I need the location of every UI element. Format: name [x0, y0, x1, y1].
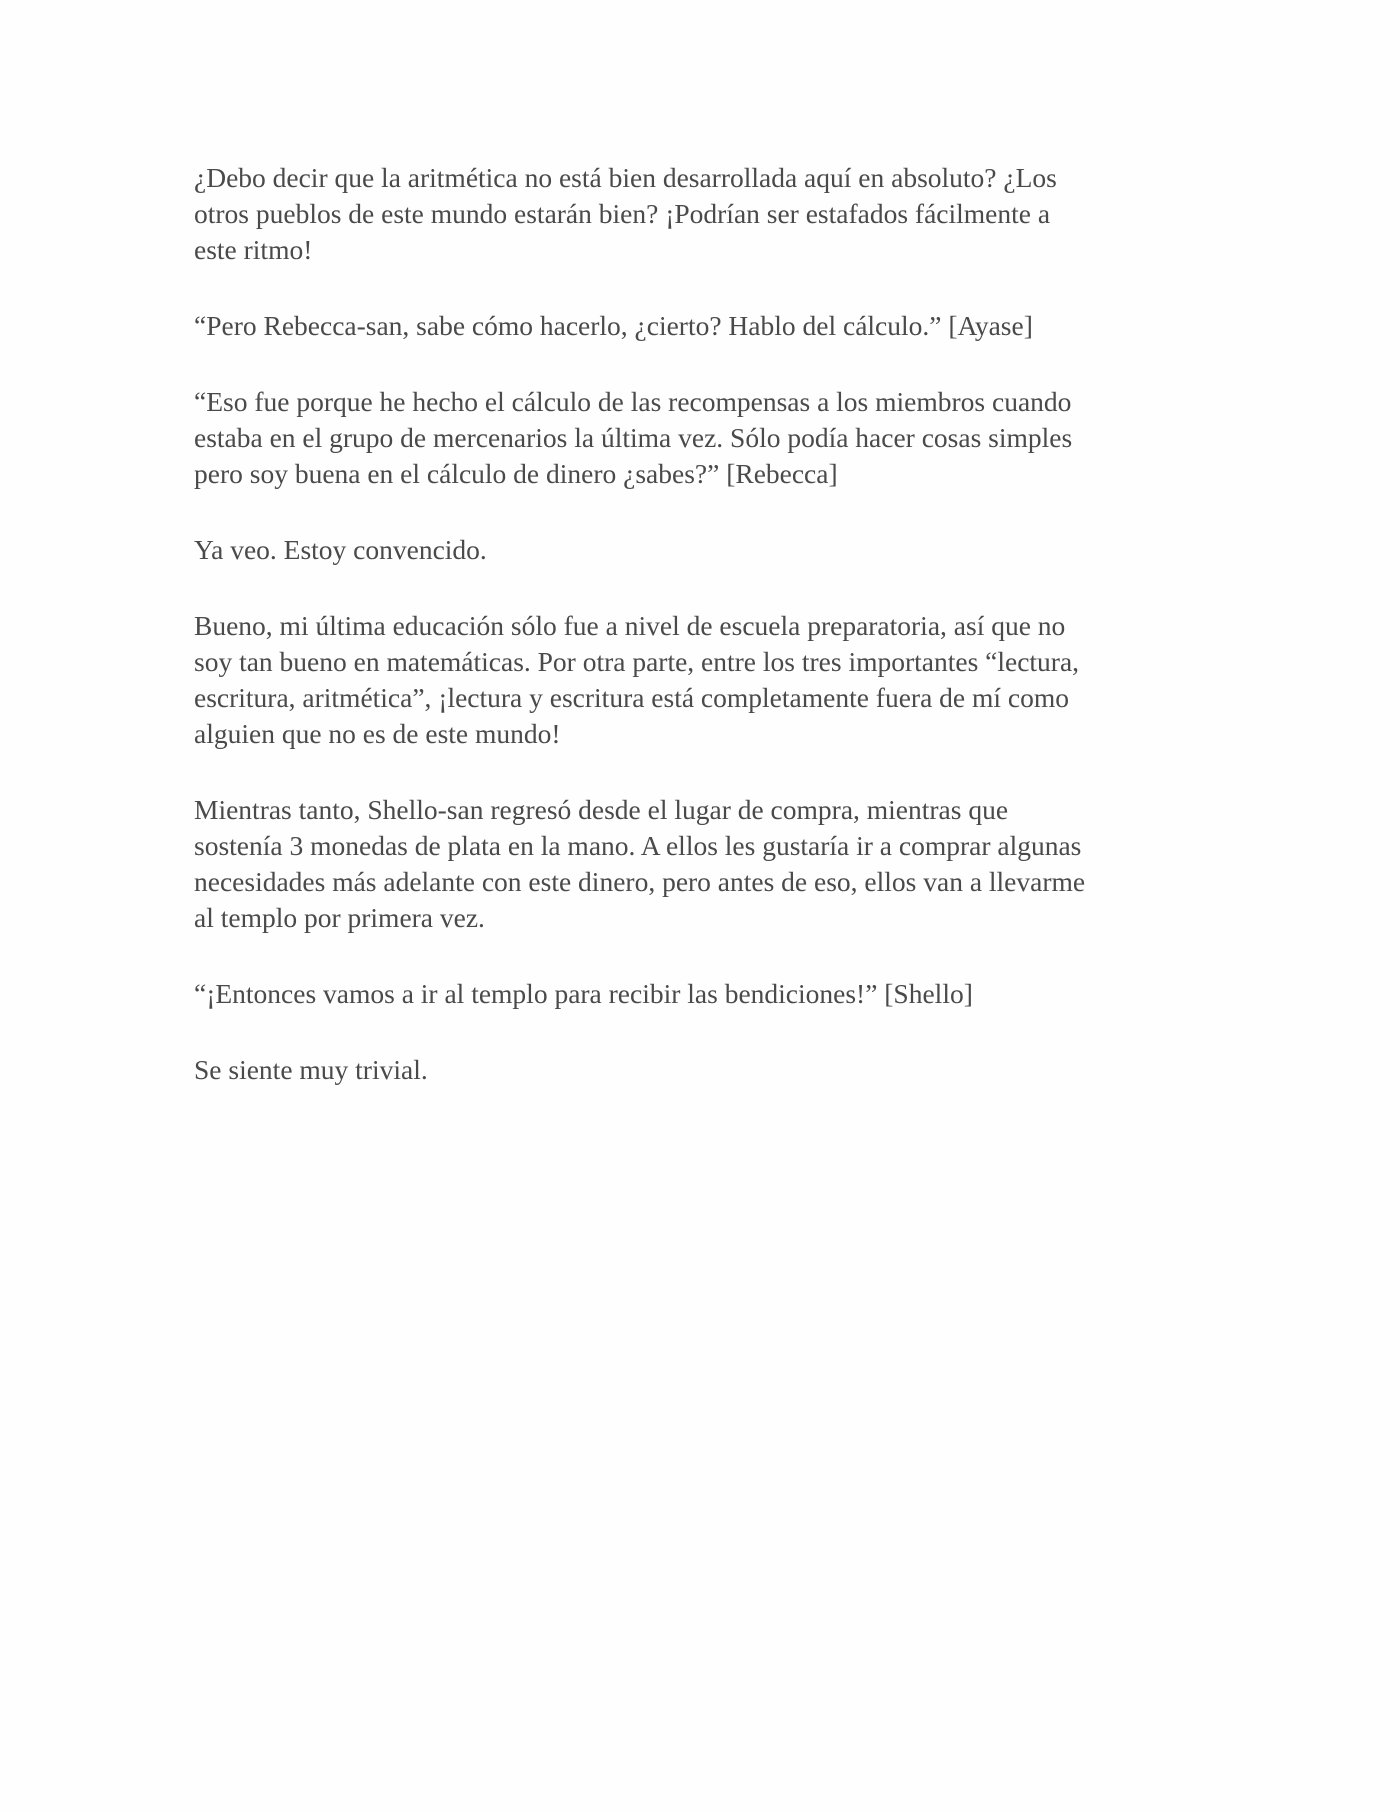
text-line: necesidades más adelante con este dinero, pero antes de eso, ellos van a llevarme: [194, 866, 1086, 897]
text-line: escritura, aritmética”, ¡lectura y escritura está completamente fuera de mí como: [194, 682, 1069, 713]
paragraph: [194, 532, 1204, 568]
text-line: soy tan bueno en matemáticas. Por otra parte, entre los tres importantes “lectura,: [194, 646, 1080, 677]
text-line: Bueno, mi última educación sólo fue a nivel de escuela preparatoria, así que no: [194, 610, 1066, 641]
text-line: Se siente muy trivial.: [194, 1054, 428, 1085]
text-line: este ritmo!: [194, 234, 313, 265]
text-line: alguien que no es de este mundo!: [194, 718, 561, 749]
document-body: [194, 160, 1204, 1128]
paragraph: [194, 160, 1204, 268]
text-line: Mientras tanto, Shello-san regresó desde el lugar de compra, mientras que: [194, 794, 1009, 825]
text-line: Ya veo. Estoy convencido.: [194, 534, 487, 565]
text-line: “¡Entonces vamos a ir al templo para recibir las bendiciones!” [Shello]: [194, 978, 973, 1009]
paragraph: [194, 1052, 1204, 1088]
text-line: ¿Debo decir que la aritmética no está bien desarrollada aquí en absoluto? ¿Los: [194, 162, 1057, 193]
paragraph: [194, 792, 1204, 936]
paragraph: [194, 384, 1204, 492]
text-line: “Pero Rebecca-san, sabe cómo hacerlo, ¿cierto? Hablo del cálculo.” [Ayase]: [194, 310, 1033, 341]
text-line: pero soy buena en el cálculo de dinero ¿sabes?” [Rebecca]: [194, 458, 838, 489]
paragraph: [194, 308, 1204, 344]
text-line: “Eso fue porque he hecho el cálculo de las recompensas a los miembros cuando: [194, 386, 1072, 417]
paragraph: [194, 608, 1204, 752]
text-line: estaba en el grupo de mercenarios la última vez. Sólo podía hacer cosas simples: [194, 422, 1073, 453]
text-line: otros pueblos de este mundo estarán bien? ¡Podrían ser estafados fácilmente a: [194, 198, 1051, 229]
paragraph: [194, 976, 1204, 1012]
text-line: al templo por primera vez.: [194, 902, 485, 933]
text-line: sostenía 3 monedas de plata en la mano. A ellos les gustaría ir a comprar algunas: [194, 830, 1082, 861]
